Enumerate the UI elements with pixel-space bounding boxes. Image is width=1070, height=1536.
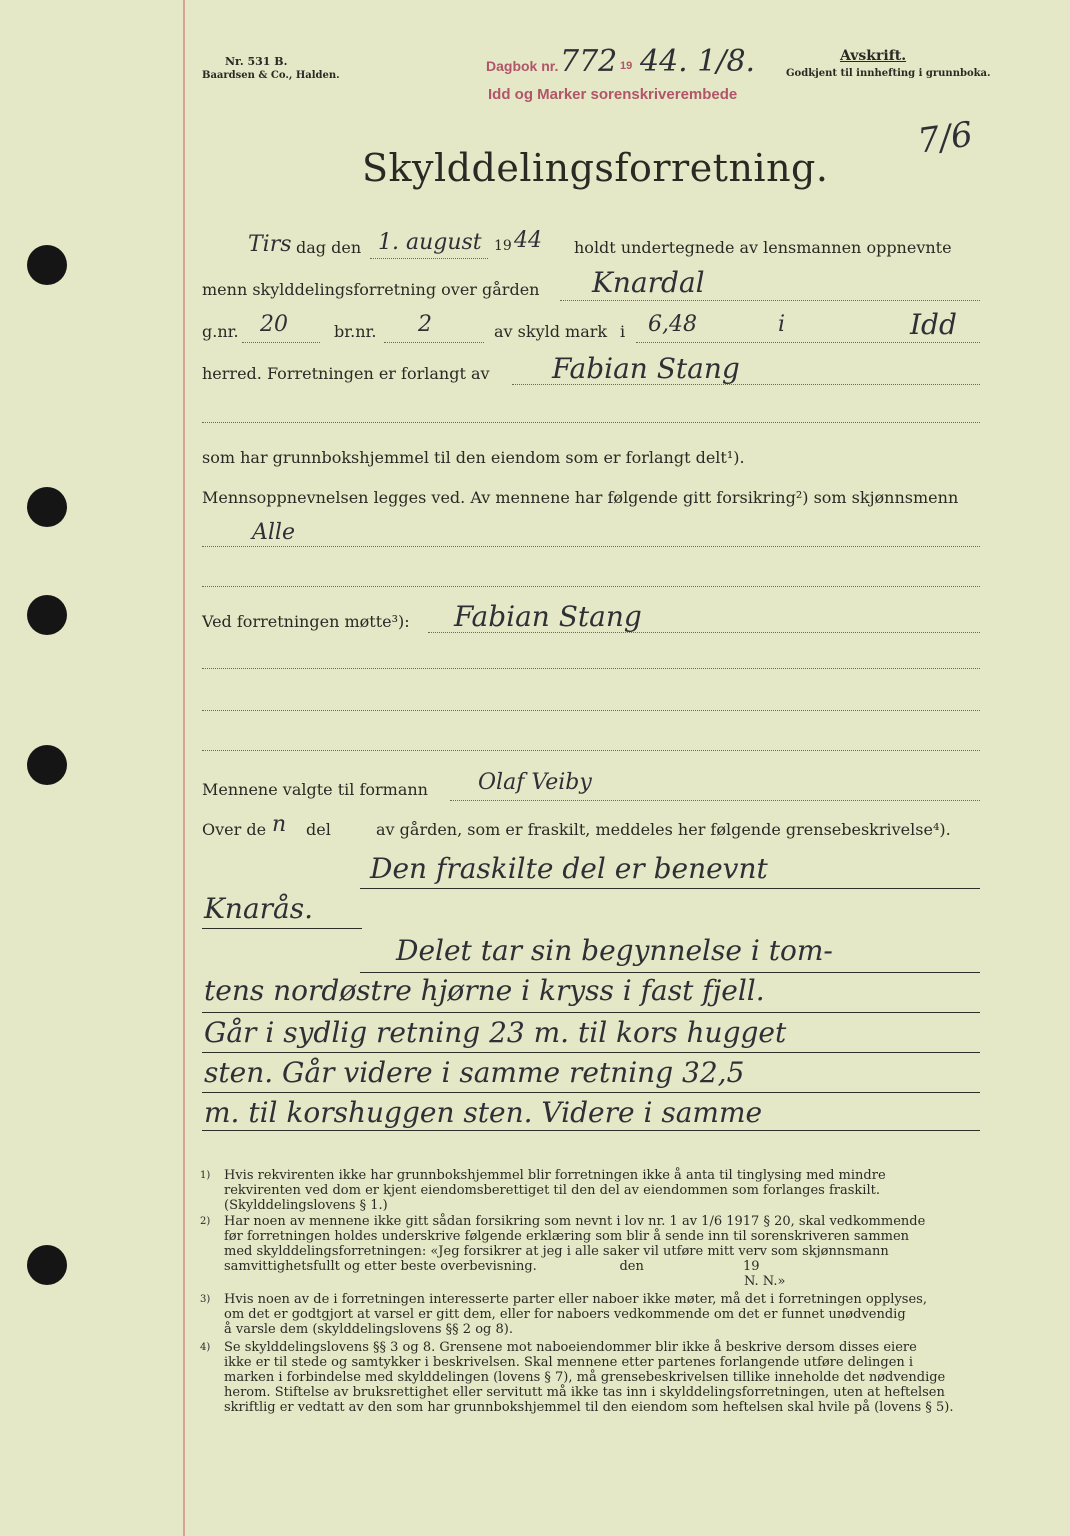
footnote-line: om det er godtgjort at varsel er gitt dem, eller for naboers vedkommende om det er funnet unødvendig (224, 1307, 906, 1322)
description-line: sten. Går videre i samme retning 32,5 (204, 1056, 745, 1089)
herred-name: Idd (910, 308, 957, 341)
brnr-label: br.nr. (334, 322, 377, 341)
footnote-line: Se skylddelingslovens §§ 3 og 8. Grensene mot naboeiendommer blir ikke å beskrive dersom disses eiere (224, 1340, 917, 1355)
herred-text: herred. Forretningen er forlangt av (202, 364, 490, 383)
forsikring-value: Alle (252, 520, 295, 545)
dag-den-label: dag den (296, 238, 362, 257)
godkjent-label: Godkjent til innhefting i grunnboka. (786, 68, 991, 79)
footnote-1 (202, 1168, 982, 1213)
del-label: del (306, 820, 331, 839)
skyld-label: av skyld mark (494, 322, 608, 341)
binder-hole (27, 595, 67, 635)
printer-name: Baardsen & Co., Halden. (202, 70, 340, 81)
description-line: Den fraskilte del er benevnt (370, 852, 768, 885)
farm-line (560, 300, 980, 301)
gnr-value: 20 (260, 312, 288, 337)
menn-text: menn skylddelingsforretning over gården (202, 280, 540, 299)
grense-text: av gården, som er fraskilt, meddeles her følgende grensebeskrivelse⁴). (376, 820, 951, 839)
brnr-value: 2 (418, 312, 432, 337)
binder-hole (27, 1245, 67, 1285)
held-text: holdt undertegnede av lensmannen oppnevnte (574, 238, 952, 257)
skyld-line (636, 342, 980, 343)
footnote-line: før forretningen holdes underskrive følgende erklæring som blir å sende inn til sorenskriveren sammen (224, 1229, 910, 1244)
blank-line (202, 668, 980, 669)
binder-hole (27, 245, 67, 285)
footnote-2 (202, 1214, 982, 1289)
footnote-number: 3) (200, 1294, 211, 1305)
description-rule (202, 1052, 980, 1053)
description-rule (202, 1012, 980, 1013)
dagbok-year-prefix: 19 (620, 60, 633, 72)
footnote-line: herom. Stiftelse av bruksrettighet eller servitutt må ikke tas inn i skylddelingsforretningen, uten at heftelsen (224, 1385, 945, 1400)
year-value: 44 (514, 228, 542, 253)
footnote-number: 2) (200, 1216, 211, 1227)
weekday-prefix: Tirs (248, 232, 292, 257)
formann-label: Mennene valgte til formann (202, 780, 428, 799)
footnote-line: marken i forbindelse med skylddelingen (lovens § 7), må grensebeskrivelsen tillike inneholde det nødvendige (224, 1370, 946, 1385)
description-rule (202, 928, 362, 929)
formann-value: Olaf Veiby (478, 770, 592, 795)
motte-label: Ved forretningen møtte³): (202, 612, 410, 631)
skyld-i-hand: i (778, 312, 786, 337)
forsikring-line (202, 546, 980, 547)
description-rule (202, 1130, 980, 1131)
description-rule (360, 972, 980, 973)
skyld-value: 6,48 (648, 312, 697, 337)
date-line (370, 258, 488, 259)
footnote-line: ikke er til stede og samtykker i beskrivelsen. Skal mennene etter partenes forlangende utføre delingen i (224, 1355, 914, 1370)
description-line: Knarås. (204, 892, 313, 925)
footnote-line: samvittighetsfullt og etter beste overbevisning. den 19 (224, 1259, 760, 1274)
document-title: Skylddelingsforretning. (362, 146, 829, 190)
grunnbok-text: som har grunnbokshjemmel til den eiendom som er forlangt delt¹). (202, 448, 745, 467)
footnote-line: skriftlig er vedtatt av den som har grunnbokshjemmel til den eiendom som heftelsen skal hvile på (lovens § 5). (224, 1400, 954, 1415)
footnote-line: å varsle dem (skylddelingslovens §§ 2 og 8). (224, 1322, 513, 1337)
mennsopp-text: Mennsoppnevnelsen legges ved. Av mennene har følgende gitt forsikring²) som skjønnsmenn (202, 488, 959, 507)
footnote-4 (202, 1340, 982, 1415)
blank-line (202, 710, 980, 711)
description-rule (360, 888, 980, 889)
motte-value: Fabian Stang (454, 600, 642, 633)
date-value: 1. august (378, 230, 482, 255)
description-line: tens nordøstre hjørne i kryss i fast fjell. (204, 974, 765, 1007)
footnote-line: Hvis rekvirenten ikke har grunnbokshjemmel blir forretningen ikke å anta til tinglysing med mindre (224, 1168, 886, 1183)
form-number: Nr. 531 B. (225, 55, 288, 68)
binder-hole (27, 487, 67, 527)
formann-line (450, 800, 980, 801)
description-line: Går i sydlig retning 23 m. til kors hugget (204, 1016, 787, 1049)
footnote-number: 4) (200, 1342, 211, 1353)
binder-hole (27, 745, 67, 785)
dagbok-number: 772 (560, 44, 618, 79)
farm-name: Knardal (592, 266, 705, 299)
description-line: Delet tar sin begynnelse i tom- (396, 934, 833, 967)
description-rule (202, 1092, 980, 1093)
requested-by-value: Fabian Stang (552, 352, 740, 385)
margin-line (183, 0, 185, 1536)
over-den-hand: n (272, 812, 287, 837)
skyld-i-label: i (620, 322, 626, 341)
year-prefix: 19 (494, 238, 512, 254)
avskrift-label: Avskrift. (840, 48, 907, 64)
footnote-signoff: N. N.» (744, 1274, 786, 1289)
footnote-number: 1) (200, 1170, 211, 1181)
footnote-3 (202, 1292, 982, 1337)
dagbok-stamp-label: Dagbok nr. (486, 58, 559, 74)
footnote-line: rekvirenten ved dom er kjent eiendomsberettiget til den del av eiendommen som forlanges fraskilt. (224, 1183, 880, 1198)
description-line: m. til korshuggen sten. Videre i samme (204, 1096, 763, 1129)
dagbok-date: 44. 1/8. (640, 44, 756, 79)
over-den-label: Over de (202, 820, 267, 839)
gnr-label: g.nr. (202, 322, 239, 341)
footnote-line: Hvis noen av de i forretningen interesserte parter eller naboer ikke møter, må det i forretningen opplyses, (224, 1292, 927, 1307)
footnote-line: Har noen av mennene ikke gitt sådan forsikring som nevnt i lov nr. 1 av 1/6 1917 § 20, skal vedkommende (224, 1214, 926, 1229)
footnote-line: med skylddelingsforretningen: «Jeg forsikrer at jeg i alle saker vil utføre mitt verv som skjønnsmann (224, 1244, 889, 1259)
blank-line (202, 422, 980, 423)
blank-line (202, 586, 980, 587)
blank-line (202, 750, 980, 751)
office-stamp: Idd og Marker sorenskriverembede (488, 86, 738, 103)
brnr-line (384, 342, 484, 343)
footnote-line: (Skylddelingslovens § 1.) (224, 1198, 388, 1213)
corner-note: 7/6 (915, 114, 976, 162)
gnr-line (242, 342, 320, 343)
